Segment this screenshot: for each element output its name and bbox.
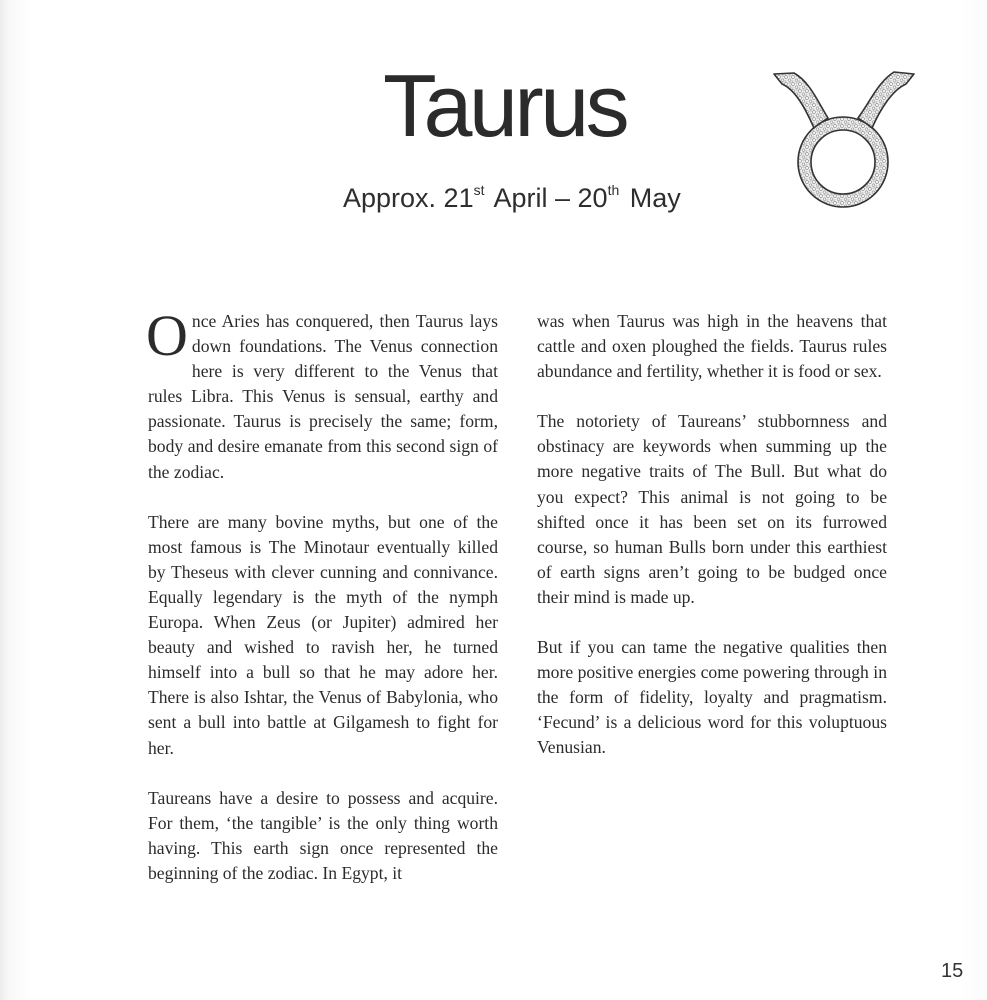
date-range — [343, 182, 681, 214]
paragraph — [146, 303, 498, 485]
paragraph-text: nce Aries has conquered, then Taurus lays down foundations. The Venus connection here is very different to the Venus that rules Libra. This Venus is sensual, earthy and passionate. Taurus is precisely the same; form, body and desire emanate from this second sign of the zodiac. — [148, 311, 498, 482]
page-title: Taurus — [383, 56, 627, 155]
date-range-start: Approx. 21 — [343, 183, 474, 213]
taurus-symbol-icon — [770, 68, 918, 214]
date-range-end: May — [629, 183, 681, 213]
date-start-suffix: st — [473, 182, 485, 198]
paragraph: was when Taurus was high in the heavens that cattle and oxen ploughed the fields. Taurus rules abundance and fertility, whether it is food or sex. — [537, 311, 887, 382]
right-text-column — [537, 309, 887, 786]
paragraph: There are many bovine myths, but one of the most famous is The Minotaur eventually killed by Theseus with clever cunning and connivance. Equally legendary is the myth of the nymph Europa. When Zeus (or Jupiter) admired her beauty and wished to ravish her, he turned himself into a bull so that he may adore her. There is also Ishtar, the Venus of Babylonia, who sent a bull into battle at Gilgamesh to fight for her. — [148, 511, 498, 758]
page-number: 15 — [941, 960, 964, 982]
drop-cap: O — [146, 303, 188, 368]
date-range-middle: April – 20 — [493, 183, 608, 213]
paragraph: But if you can tame the negative qualities then more positive energies come powering through in the form of fidelity, loyalty and pragmatism. ‘Fecund’ is a delicious word for this voluptuous Venusian. — [537, 637, 887, 758]
date-end-suffix: th — [607, 182, 620, 198]
paragraph: Taureans have a desire to possess and acquire. For them, ‘the tangible’ is the only thing worth having. This earth sign once represented the beginning of the zodiac. In Egypt, it — [148, 787, 498, 883]
left-text-column — [146, 303, 498, 911]
paragraph: The notoriety of Taureans’ stubbornness and obstinacy are keywords when summing up the more negative traits of The Bull. But what do you expect? This animal is not going to be shifted once it has been set on its furrowed course, so human Bulls born under this earthiest of earth signs aren’t going to be budged once their mind is made up. — [537, 411, 887, 607]
